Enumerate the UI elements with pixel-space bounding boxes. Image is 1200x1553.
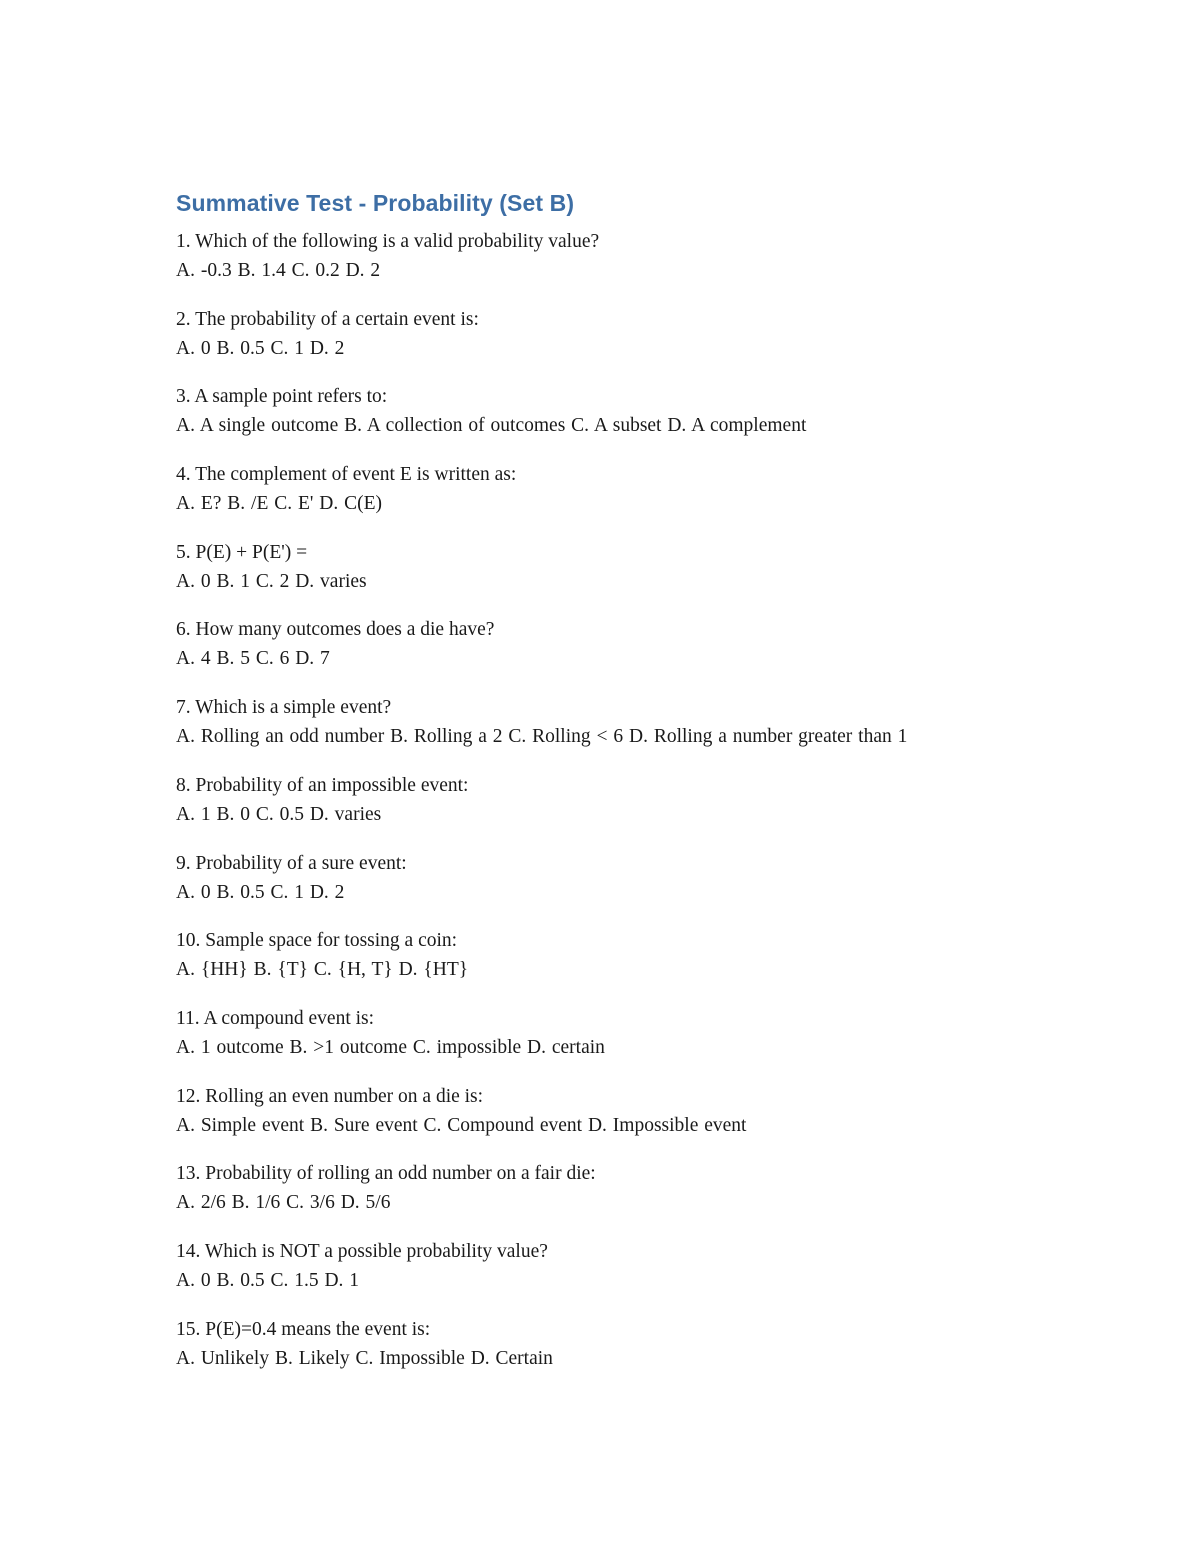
question-text: 9. Probability of a sure event: bbox=[176, 852, 407, 874]
question-text: 11. A compound event is: bbox=[176, 1007, 375, 1029]
question-text: 12. Rolling an even number on a die is: bbox=[176, 1085, 484, 1107]
question-options: A. Rolling an odd number B. Rolling a 2 C. Rolling < 6 D. Rolling a number greater than 1 bbox=[176, 726, 908, 748]
question-text: 4. The complement of event E is written as: bbox=[176, 464, 517, 486]
question-options: A. A single outcome B. A collection of outcomes C. A subset D. A complement bbox=[176, 415, 807, 437]
question-item-5 bbox=[176, 538, 1136, 616]
question-item-14 bbox=[176, 1237, 1136, 1315]
question-text: 15. P(E)=0.4 means the event is: bbox=[176, 1318, 431, 1340]
question-text: 2. The probability of a certain event is: bbox=[176, 308, 479, 330]
question-options: A. E? B. /E C. E' D. C(E) bbox=[176, 493, 383, 515]
question-item-13 bbox=[176, 1159, 1136, 1237]
question-item-8 bbox=[176, 771, 1136, 849]
question-text: 13. Probability of rolling an odd number on a fair die: bbox=[176, 1163, 596, 1185]
question-options: A. 0 B. 0.5 C. 1 D. 2 bbox=[176, 337, 345, 359]
question-item-1 bbox=[176, 227, 1136, 305]
question-item-11 bbox=[176, 1004, 1136, 1082]
question-text: 3. A sample point refers to: bbox=[176, 386, 388, 408]
question-options: A. 4 B. 5 C. 6 D. 7 bbox=[176, 648, 330, 670]
question-options: A. -0.3 B. 1.4 C. 0.2 D. 2 bbox=[176, 260, 381, 281]
question-item-3 bbox=[176, 382, 1136, 460]
question-text: 5. P(E) + P(E') = bbox=[176, 541, 308, 563]
question-text: 14. Which is NOT a possible probability value? bbox=[176, 1240, 548, 1262]
question-options: A. 1 outcome B. >1 outcome C. impossible D. certain bbox=[176, 1036, 605, 1058]
question-list bbox=[176, 227, 1136, 1392]
question-text: 6. How many outcomes does a die have? bbox=[176, 619, 495, 641]
question-text: 10. Sample space for tossing a coin: bbox=[176, 930, 458, 952]
question-options: A. 0 B. 1 C. 2 D. varies bbox=[176, 570, 367, 592]
question-item-15 bbox=[176, 1315, 1136, 1393]
document-title: Summative Test - Probability (Set B) bbox=[176, 190, 575, 216]
question-options: A. 2/6 B. 1/6 C. 3/6 D. 5/6 bbox=[176, 1192, 391, 1214]
question-item-10 bbox=[176, 926, 1136, 1004]
question-item-2 bbox=[176, 305, 1136, 383]
question-text: 7. Which is a simple event? bbox=[176, 697, 392, 719]
question-item-7 bbox=[176, 693, 1136, 771]
question-item-6 bbox=[176, 615, 1136, 693]
question-options: A. Simple event B. Sure event C. Compound event D. Impossible event bbox=[176, 1114, 747, 1136]
question-options: A. 1 B. 0 C. 0.5 D. varies bbox=[176, 803, 382, 825]
question-options: A. 0 B. 0.5 C. 1 D. 2 bbox=[176, 881, 345, 903]
question-text: 8. Probability of an impossible event: bbox=[176, 774, 469, 796]
question-item-12 bbox=[176, 1082, 1136, 1160]
question-options: A. 0 B. 0.5 C. 1.5 D. 1 bbox=[176, 1269, 360, 1291]
question-item-4 bbox=[176, 460, 1136, 538]
question-text: 1. Which of the following is a valid probability value? bbox=[176, 231, 600, 252]
question-options: A. Unlikely B. Likely C. Impossible D. Certain bbox=[176, 1347, 553, 1369]
question-options: A. {HH} B. {T} C. {H, T} D. {HT} bbox=[176, 959, 469, 981]
question-item-9 bbox=[176, 849, 1136, 927]
